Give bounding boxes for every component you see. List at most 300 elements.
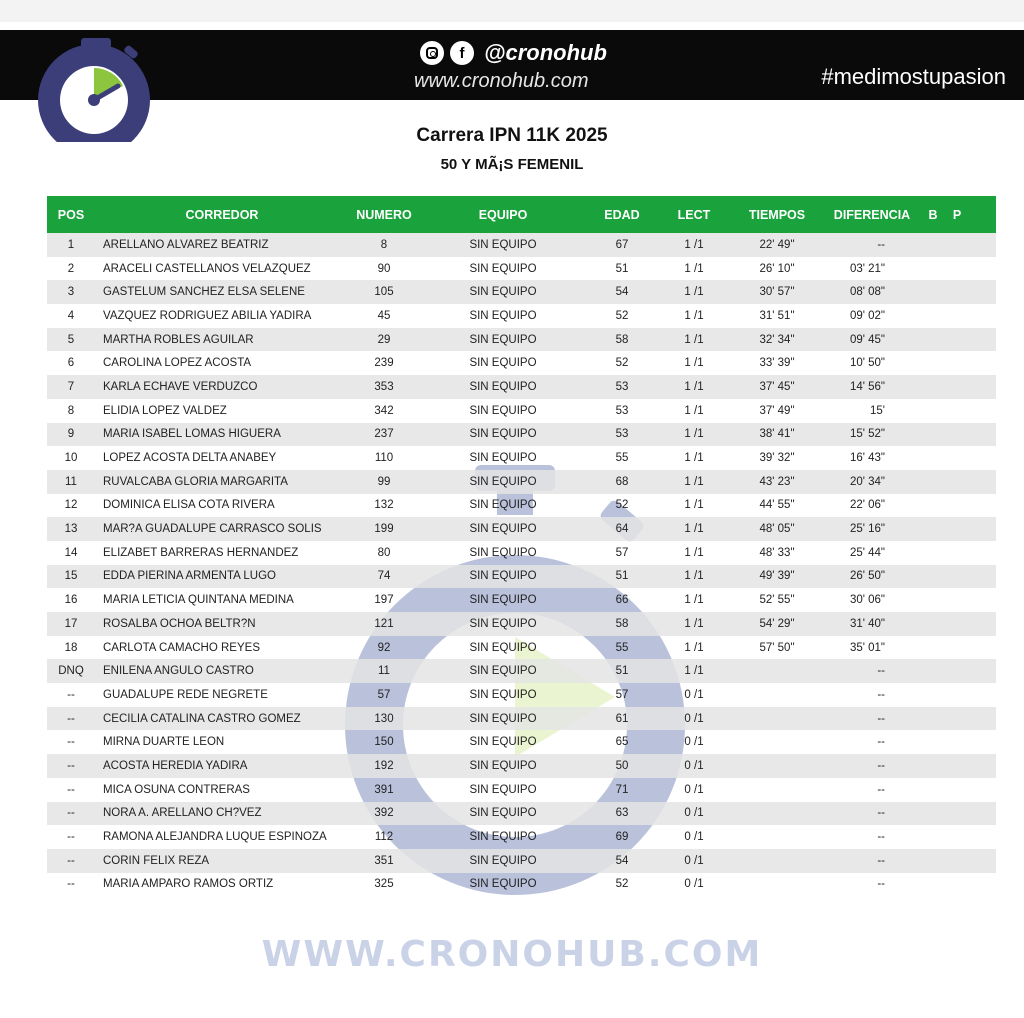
- table-row: [47, 351, 996, 375]
- cell-p: [945, 636, 969, 660]
- cell-lect: 1 /1: [684, 570, 704, 583]
- column-header-equipo: EQUIPO: [478, 207, 528, 222]
- cell-p: [945, 541, 969, 565]
- cell-numero: 57: [377, 688, 391, 701]
- cell-lect: 0 /1: [684, 807, 704, 820]
- cell-tiempo: [731, 659, 823, 683]
- table-row: [47, 470, 996, 494]
- cell-numero: 391: [374, 783, 394, 796]
- cell-edad: 69: [615, 831, 629, 844]
- cell-pos: --: [67, 807, 75, 820]
- cell-equipo: SIN EQUIPO: [469, 404, 537, 417]
- cell-numero: 105: [374, 286, 394, 299]
- cell-edad: 52: [615, 878, 629, 891]
- cell-diferencia: 25' 44": [849, 546, 885, 559]
- cell-lect: 1 /1: [684, 617, 704, 630]
- cell-pos: 10: [64, 452, 78, 465]
- cell-tiempo: 31' 51": [759, 309, 795, 322]
- column-header-b: B: [928, 207, 938, 222]
- cell-p: [945, 494, 969, 518]
- cell-b: [921, 541, 945, 565]
- cell-tiempo: 48' 33": [759, 546, 795, 559]
- cell-numero: 110: [374, 452, 394, 465]
- cell-corredor: MARTHA ROBLES AGUILAR: [103, 333, 254, 346]
- cell-equipo: SIN EQUIPO: [469, 309, 537, 322]
- cell-diferencia: 10' 50": [849, 357, 885, 370]
- cell-spacer: [969, 541, 996, 565]
- cell-spacer: [969, 588, 996, 612]
- cell-b: [921, 280, 945, 304]
- cell-spacer: [969, 802, 996, 826]
- cell-pos: --: [67, 688, 75, 701]
- cell-numero: 132: [374, 499, 394, 512]
- table-row: [47, 683, 996, 707]
- cell-lect: 1 /1: [684, 262, 704, 275]
- cell-diferencia: 31' 40": [849, 617, 885, 630]
- table-header-row: [47, 196, 996, 233]
- cell-tiempo: 32' 34": [759, 333, 795, 346]
- cell-b: [921, 849, 945, 873]
- cell-spacer: [969, 446, 996, 470]
- table-row: [47, 541, 996, 565]
- cell-spacer: [969, 233, 996, 257]
- cell-diferencia: 09' 45": [849, 333, 885, 346]
- cell-p: [945, 683, 969, 707]
- website-watermark: WWW.CRONOHUB.COM: [261, 934, 763, 975]
- cell-pos: 11: [65, 475, 77, 488]
- cell-p: [945, 730, 969, 754]
- cell-b: [921, 778, 945, 802]
- cell-numero: 80: [377, 546, 391, 559]
- cell-p: [945, 446, 969, 470]
- social-links: [420, 38, 607, 68]
- cell-spacer: [969, 470, 996, 494]
- cell-p: [945, 778, 969, 802]
- cell-corredor: CECILIA CATALINA CASTRO GOMEZ: [103, 712, 301, 725]
- table-row: [47, 375, 996, 399]
- cell-spacer: [969, 494, 996, 518]
- cell-pos: --: [67, 783, 75, 796]
- cell-corredor: CAROLINA LOPEZ ACOSTA: [103, 357, 252, 370]
- cell-p: [945, 565, 969, 589]
- table-row: [47, 659, 996, 683]
- cell-edad: 53: [615, 428, 629, 441]
- column-header-tiempos: TIEMPOS: [748, 207, 806, 222]
- cell-equipo: SIN EQUIPO: [469, 357, 537, 370]
- cell-numero: 45: [377, 309, 391, 322]
- cell-spacer: [969, 683, 996, 707]
- cell-tiempo: 30' 57": [759, 286, 795, 299]
- column-header-spacer: [969, 196, 996, 233]
- cell-p: [945, 517, 969, 541]
- cell-lect: 0 /1: [684, 783, 704, 796]
- cell-corredor: MAR?A GUADALUPE CARRASCO SOLIS: [103, 523, 322, 536]
- cell-pos: 9: [67, 428, 75, 441]
- cell-lect: 1 /1: [684, 452, 704, 465]
- cell-diferencia: 20' 34": [849, 475, 885, 488]
- cell-corredor: LOPEZ ACOSTA DELTA ANABEY: [103, 452, 277, 465]
- cell-spacer: [969, 565, 996, 589]
- cell-equipo: SIN EQUIPO: [469, 475, 537, 488]
- cell-pos: 6: [67, 357, 75, 370]
- table-row: [47, 565, 996, 589]
- cell-equipo: SIN EQUIPO: [469, 286, 537, 299]
- cell-equipo: SIN EQUIPO: [469, 807, 537, 820]
- cell-diferencia: 09' 02": [849, 309, 885, 322]
- cell-pos: 15: [64, 570, 78, 583]
- cell-pos: --: [67, 831, 75, 844]
- cell-numero: 11: [378, 665, 390, 678]
- cell-equipo: SIN EQUIPO: [469, 712, 537, 725]
- cell-lect: 0 /1: [684, 878, 704, 891]
- cell-spacer: [969, 257, 996, 281]
- cell-edad: 51: [615, 570, 629, 583]
- cell-lect: 1 /1: [684, 404, 704, 417]
- column-header-corredor: CORREDOR: [185, 207, 259, 222]
- cell-p: [945, 873, 969, 897]
- cell-diferencia: 25' 16": [849, 523, 885, 536]
- cell-equipo: SIN EQUIPO: [469, 333, 537, 346]
- cell-lect: 0 /1: [684, 854, 704, 867]
- cell-pos: 14: [64, 546, 78, 559]
- cell-edad: 52: [615, 309, 629, 322]
- cell-lect: 0 /1: [684, 736, 704, 749]
- cell-lect: 1 /1: [684, 523, 704, 536]
- cell-p: [945, 588, 969, 612]
- cell-equipo: SIN EQUIPO: [469, 452, 537, 465]
- cell-tiempo: 52' 55": [759, 594, 795, 607]
- cell-lect: 1 /1: [684, 357, 704, 370]
- cell-corredor: RAMONA ALEJANDRA LUQUE ESPINOZA: [103, 831, 327, 844]
- cell-spacer: [969, 659, 996, 683]
- cell-equipo: SIN EQUIPO: [469, 878, 537, 891]
- cell-corredor: ARACELI CASTELLANOS VELAZQUEZ: [103, 262, 311, 275]
- cell-edad: 53: [615, 380, 629, 393]
- cell-corredor: MICA OSUNA CONTRERAS: [103, 783, 250, 796]
- cell-edad: 57: [615, 546, 629, 559]
- cell-edad: 51: [615, 665, 629, 678]
- cell-spacer: [969, 707, 996, 731]
- column-header-lect: LECT: [677, 207, 711, 222]
- cell-diferencia: --: [877, 759, 885, 772]
- cell-lect: 1 /1: [684, 238, 704, 251]
- table-row: [47, 825, 996, 849]
- cell-equipo: SIN EQUIPO: [469, 594, 537, 607]
- cell-equipo: SIN EQUIPO: [469, 523, 537, 536]
- cell-diferencia: --: [877, 807, 885, 820]
- column-header-numero: NUMERO: [356, 207, 412, 222]
- cell-spacer: [969, 636, 996, 660]
- cell-numero: 237: [374, 428, 394, 441]
- cell-b: [921, 754, 945, 778]
- table-row: [47, 304, 996, 328]
- cell-corredor: CARLOTA CAMACHO REYES: [103, 641, 260, 654]
- cell-edad: 58: [615, 617, 629, 630]
- cell-edad: 54: [615, 854, 629, 867]
- cell-p: [945, 304, 969, 328]
- table-row: [47, 873, 996, 897]
- cell-b: [921, 659, 945, 683]
- column-header-edad: EDAD: [604, 207, 640, 222]
- cell-tiempo: [731, 802, 823, 826]
- cell-pos: 16: [64, 594, 78, 607]
- cell-lect: 1 /1: [684, 594, 704, 607]
- cell-diferencia: --: [877, 854, 885, 867]
- cell-tiempo: 54' 29": [759, 617, 795, 630]
- cell-equipo: SIN EQUIPO: [469, 736, 537, 749]
- cell-lect: 1 /1: [684, 380, 704, 393]
- cell-corredor: MIRNA DUARTE LEON: [103, 736, 225, 749]
- cell-spacer: [969, 375, 996, 399]
- cell-tiempo: 49' 39": [759, 570, 795, 583]
- cell-numero: 392: [374, 807, 394, 820]
- cell-corredor: ENILENA ANGULO CASTRO: [103, 665, 254, 678]
- table-row: [47, 707, 996, 731]
- cell-edad: 50: [615, 759, 629, 772]
- cell-spacer: [969, 304, 996, 328]
- table-row: [47, 849, 996, 873]
- cell-edad: 68: [615, 475, 629, 488]
- hashtag: #medimostupasion: [821, 64, 1006, 89]
- table-row: [47, 636, 996, 660]
- cell-b: [921, 446, 945, 470]
- cell-b: [921, 233, 945, 257]
- cell-corredor: GASTELUM SANCHEZ ELSA SELENE: [103, 286, 305, 299]
- cell-diferencia: --: [877, 238, 885, 251]
- cell-diferencia: --: [877, 688, 885, 701]
- cell-pos: 1: [67, 238, 75, 251]
- column-header-diferencia: DIFERENCIA: [833, 207, 911, 222]
- cell-corredor: GUADALUPE REDE NEGRETE: [103, 688, 268, 701]
- cell-spacer: [969, 778, 996, 802]
- cell-lect: 1 /1: [684, 309, 704, 322]
- cell-equipo: SIN EQUIPO: [469, 570, 537, 583]
- cell-diferencia: --: [877, 665, 885, 678]
- cell-spacer: [969, 873, 996, 897]
- cell-spacer: [969, 351, 996, 375]
- cell-pos: --: [67, 736, 75, 749]
- table-row: [47, 778, 996, 802]
- cell-corredor: MARIA LETICIA QUINTANA MEDINA: [103, 594, 294, 607]
- cell-b: [921, 257, 945, 281]
- cell-tiempo: [731, 825, 823, 849]
- cell-b: [921, 375, 945, 399]
- cell-b: [921, 636, 945, 660]
- cell-numero: 112: [374, 831, 394, 844]
- cell-edad: 52: [615, 499, 629, 512]
- cell-p: [945, 612, 969, 636]
- cell-numero: 90: [377, 262, 391, 275]
- cell-pos: DNQ: [58, 665, 84, 678]
- cell-numero: 8: [380, 238, 388, 251]
- cell-corredor: RUVALCABA GLORIA MARGARITA: [103, 475, 288, 488]
- cell-p: [945, 328, 969, 352]
- cell-corredor: KARLA ECHAVE VERDUZCO: [103, 380, 258, 393]
- cell-equipo: SIN EQUIPO: [469, 238, 537, 251]
- cell-p: [945, 280, 969, 304]
- cell-edad: 63: [615, 807, 629, 820]
- cell-tiempo: 37' 45": [759, 380, 795, 393]
- cell-numero: 342: [374, 404, 394, 417]
- cell-b: [921, 517, 945, 541]
- cell-diferencia: 08' 08": [849, 286, 885, 299]
- cell-diferencia: 15': [870, 404, 885, 417]
- table-row: [47, 612, 996, 636]
- table-row: [47, 588, 996, 612]
- cell-edad: 53: [615, 404, 629, 417]
- cell-lect: 0 /1: [684, 712, 704, 725]
- cell-pos: 3: [67, 286, 75, 299]
- instagram-icon[interactable]: [420, 41, 444, 65]
- cell-spacer: [969, 399, 996, 423]
- cell-pos: 12: [64, 499, 78, 512]
- cell-edad: 61: [615, 712, 629, 725]
- cell-diferencia: 35' 01": [849, 641, 885, 654]
- cell-corredor: ELIZABET BARRERAS HERNANDEZ: [103, 546, 299, 559]
- table-row: [47, 233, 996, 257]
- cell-pos: --: [67, 878, 75, 891]
- cell-p: [945, 257, 969, 281]
- cell-tiempo: [731, 707, 823, 731]
- cell-lect: 1 /1: [684, 428, 704, 441]
- cell-b: [921, 588, 945, 612]
- cell-equipo: SIN EQUIPO: [469, 783, 537, 796]
- cell-pos: --: [67, 759, 75, 772]
- cell-b: [921, 328, 945, 352]
- cell-diferencia: --: [877, 712, 885, 725]
- results-table: [47, 196, 996, 896]
- cell-equipo: SIN EQUIPO: [469, 854, 537, 867]
- facebook-icon[interactable]: f: [450, 41, 474, 65]
- cell-p: [945, 351, 969, 375]
- cell-numero: 92: [377, 641, 391, 654]
- cell-b: [921, 707, 945, 731]
- cell-tiempo: 57' 50": [759, 641, 795, 654]
- cell-spacer: [969, 517, 996, 541]
- cell-b: [921, 304, 945, 328]
- cell-equipo: SIN EQUIPO: [469, 641, 537, 654]
- cell-tiempo: [731, 754, 823, 778]
- cell-b: [921, 802, 945, 826]
- cell-corredor: NORA A. ARELLANO CH?VEZ: [103, 807, 262, 820]
- cell-b: [921, 825, 945, 849]
- cell-diferencia: --: [877, 831, 885, 844]
- cell-p: [945, 470, 969, 494]
- cell-tiempo: 44' 55": [759, 499, 795, 512]
- cell-numero: 29: [377, 333, 391, 346]
- cell-lect: 1 /1: [684, 546, 704, 559]
- cell-lect: 1 /1: [684, 665, 704, 678]
- cell-diferencia: --: [877, 878, 885, 891]
- cell-numero: 239: [374, 357, 394, 370]
- cell-tiempo: 38' 41": [759, 428, 795, 441]
- cell-edad: 51: [615, 262, 629, 275]
- table-row: [47, 730, 996, 754]
- cell-equipo: SIN EQUIPO: [469, 546, 537, 559]
- cell-b: [921, 351, 945, 375]
- cell-numero: 351: [374, 854, 394, 867]
- cell-pos: 2: [67, 262, 75, 275]
- cell-spacer: [969, 280, 996, 304]
- cell-p: [945, 707, 969, 731]
- table-row: [47, 423, 996, 447]
- cell-diferencia: 03' 21": [849, 262, 885, 275]
- cell-corredor: EDDA PIERINA ARMENTA LUGO: [103, 570, 276, 583]
- cell-numero: 150: [374, 736, 394, 749]
- cell-edad: 54: [615, 286, 629, 299]
- cell-b: [921, 423, 945, 447]
- cell-lect: 1 /1: [684, 286, 704, 299]
- table-row: [47, 328, 996, 352]
- table-row: [47, 517, 996, 541]
- cell-edad: 55: [615, 641, 629, 654]
- cell-tiempo: [731, 683, 823, 707]
- cell-pos: 18: [64, 641, 78, 654]
- cell-pos: --: [67, 712, 75, 725]
- cell-edad: 66: [615, 594, 629, 607]
- cell-p: [945, 375, 969, 399]
- cell-diferencia: 16' 43": [849, 452, 885, 465]
- cell-spacer: [969, 730, 996, 754]
- cell-diferencia: 15' 52": [849, 428, 885, 441]
- cell-pos: 8: [67, 404, 75, 417]
- cell-corredor: CORIN FELIX REZA: [103, 854, 210, 867]
- cell-p: [945, 849, 969, 873]
- cell-numero: 197: [374, 594, 394, 607]
- cell-corredor: MARIA AMPARO RAMOS ORTIZ: [103, 878, 274, 891]
- cell-p: [945, 423, 969, 447]
- cell-lect: 0 /1: [684, 759, 704, 772]
- cell-equipo: SIN EQUIPO: [469, 380, 537, 393]
- cell-equipo: SIN EQUIPO: [469, 665, 537, 678]
- cell-b: [921, 470, 945, 494]
- cell-numero: 353: [374, 380, 394, 393]
- cell-equipo: SIN EQUIPO: [469, 428, 537, 441]
- cell-p: [945, 233, 969, 257]
- cell-b: [921, 612, 945, 636]
- cell-tiempo: 26' 10": [759, 262, 795, 275]
- cell-pos: --: [67, 854, 75, 867]
- social-handle: @cronohub: [484, 40, 607, 65]
- cell-lect: 1 /1: [684, 475, 704, 488]
- cell-diferencia: --: [877, 736, 885, 749]
- cell-numero: 192: [374, 759, 394, 772]
- cell-diferencia: 14' 56": [849, 380, 885, 393]
- table-row: [47, 494, 996, 518]
- cell-diferencia: --: [877, 783, 885, 796]
- table-row: [47, 754, 996, 778]
- website-link[interactable]: www.cronohub.com: [414, 70, 589, 92]
- cell-spacer: [969, 612, 996, 636]
- results-body: [47, 233, 996, 896]
- race-category: 50 Y MÃ¡S FEMENIL: [440, 156, 584, 173]
- cell-numero: 199: [374, 523, 394, 536]
- cell-lect: 1 /1: [684, 641, 704, 654]
- table-row: [47, 280, 996, 304]
- cell-pos: 17: [64, 617, 78, 630]
- cell-corredor: VAZQUEZ RODRIGUEZ ABILIA YADIRA: [103, 309, 312, 322]
- cell-pos: 7: [67, 380, 75, 393]
- cell-p: [945, 659, 969, 683]
- cell-p: [945, 399, 969, 423]
- cell-spacer: [969, 423, 996, 447]
- cell-b: [921, 873, 945, 897]
- cell-pos: 4: [67, 309, 75, 322]
- cell-corredor: MARIA ISABEL LOMAS HIGUERA: [103, 428, 281, 441]
- cell-numero: 74: [377, 570, 391, 583]
- cell-numero: 121: [374, 617, 394, 630]
- cell-equipo: SIN EQUIPO: [469, 688, 537, 701]
